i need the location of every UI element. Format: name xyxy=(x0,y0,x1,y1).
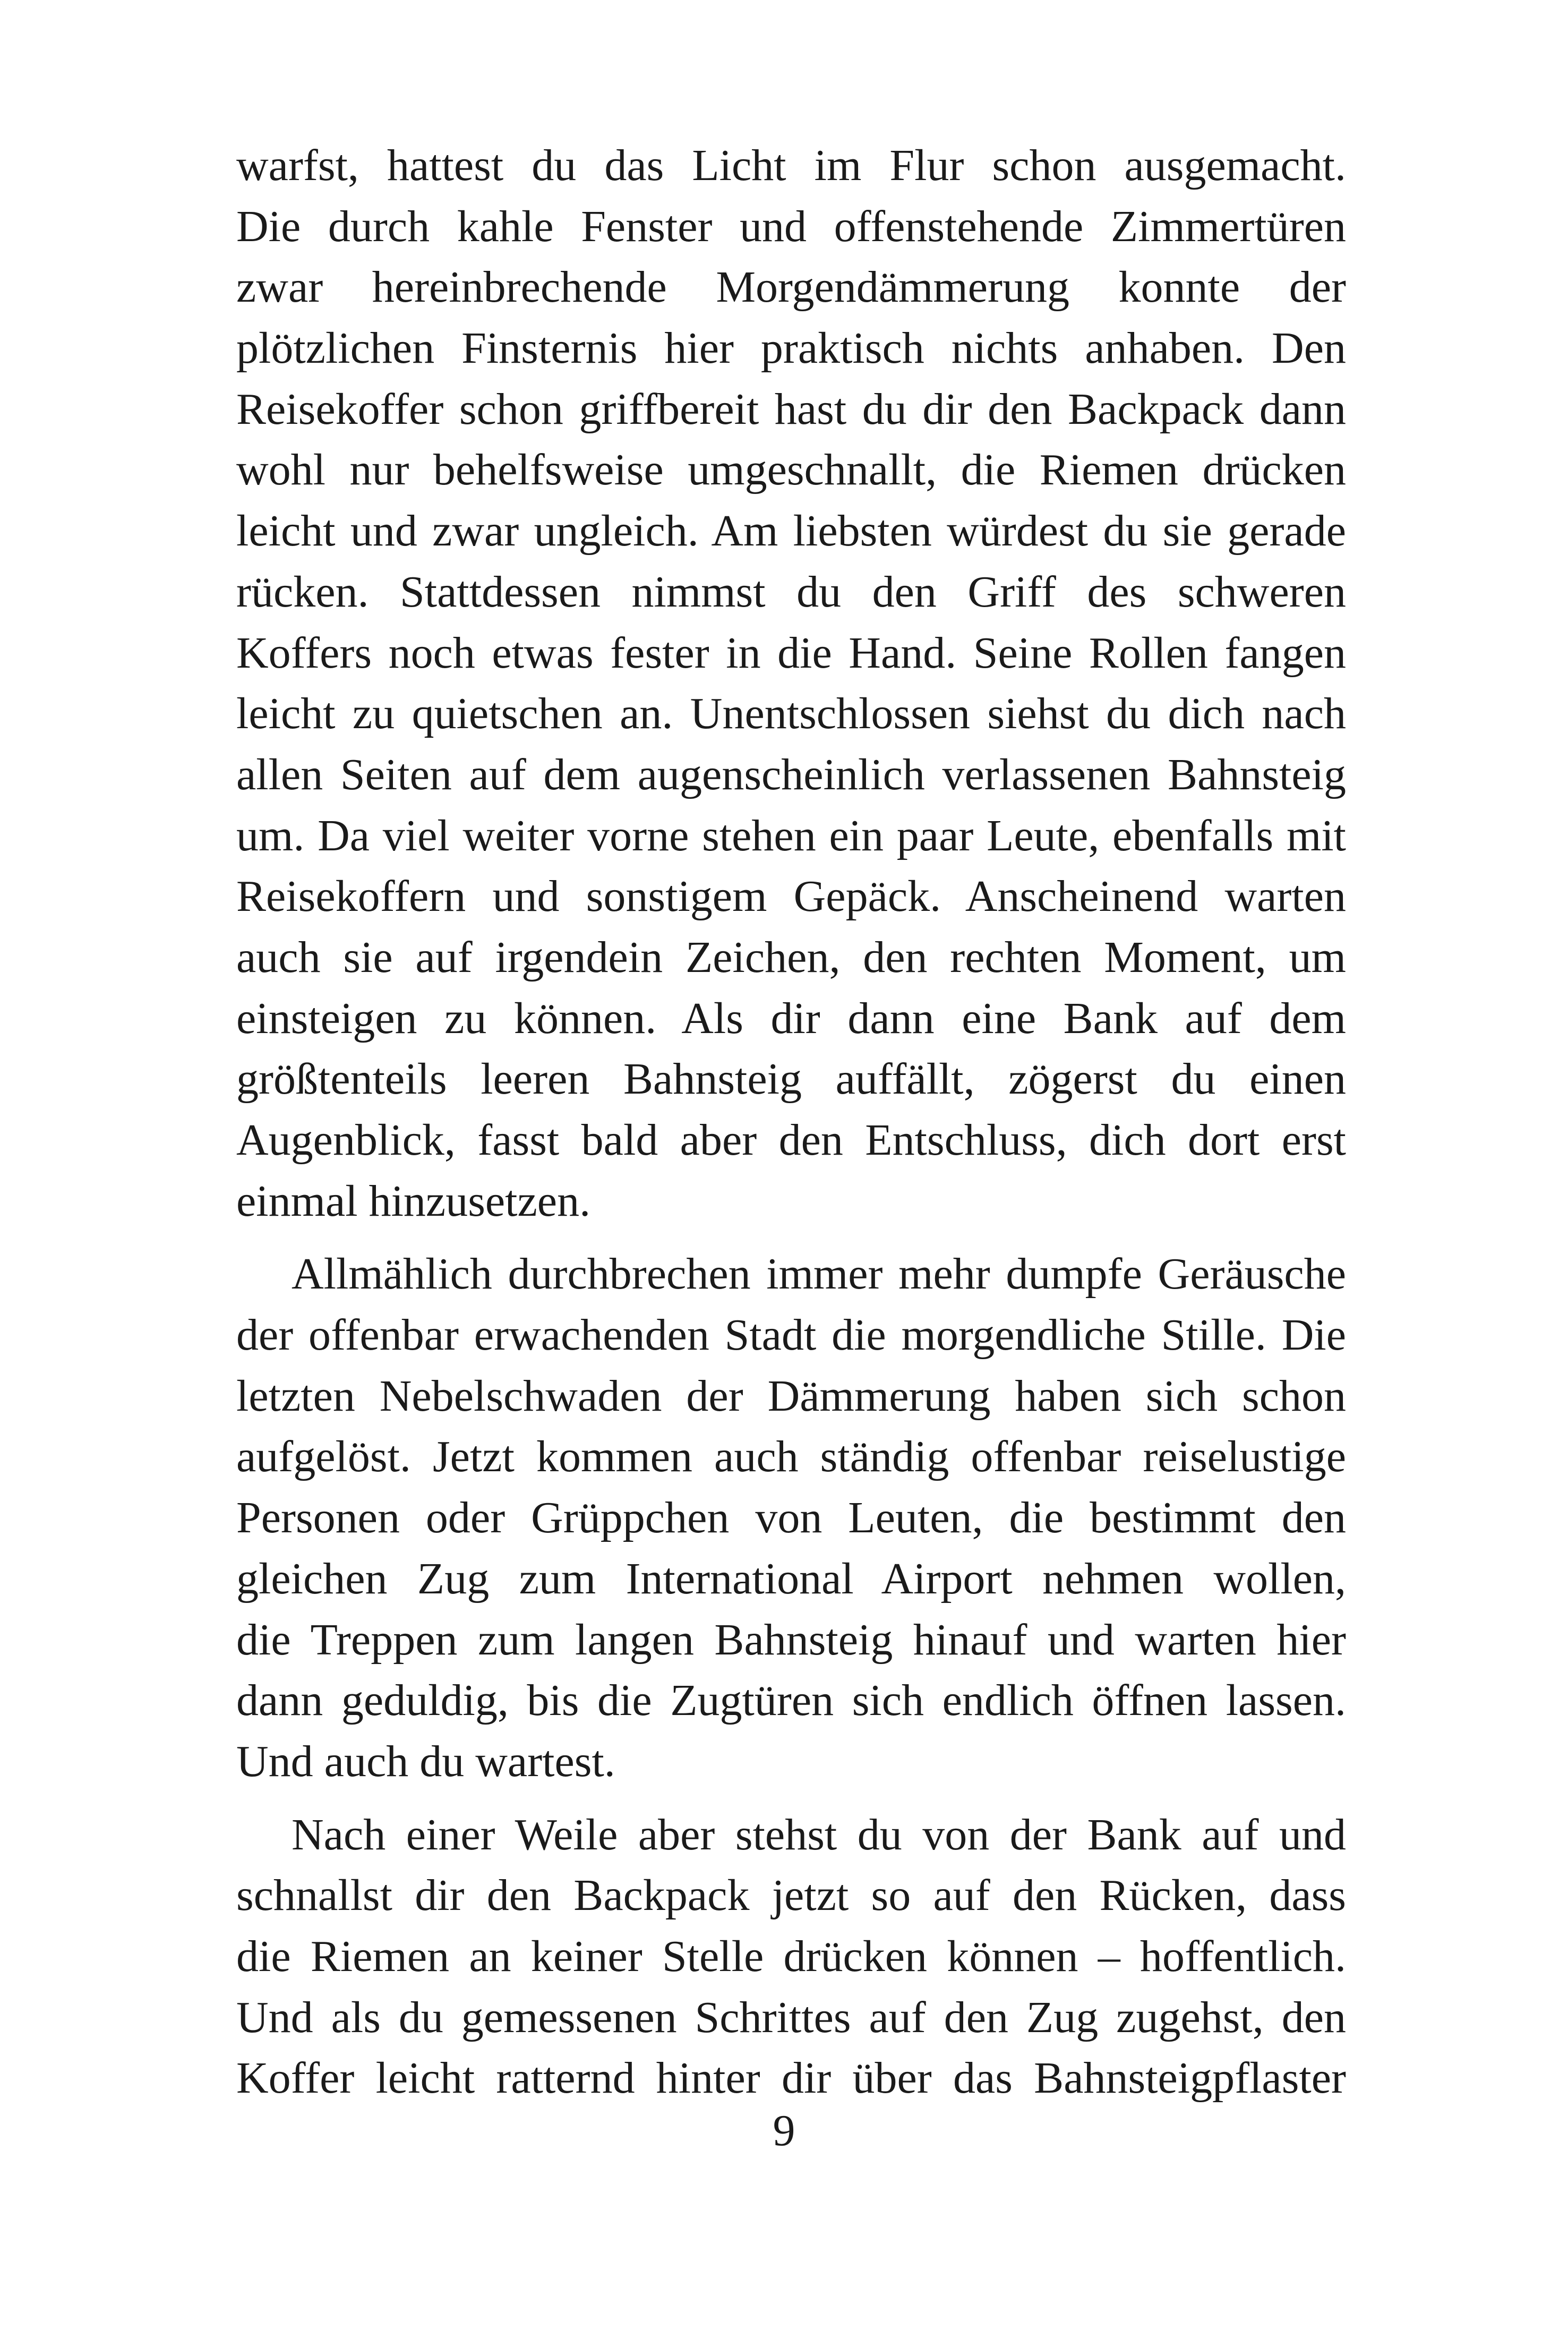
text-line: um. Da viel weiter vorne stehen ein paar Leute, ebenfalls mit xyxy=(236,811,1346,860)
text-line: plötzlichen Finsternis hier praktisch nichts anhaben. Den xyxy=(236,323,1346,373)
paragraph-1 xyxy=(236,135,1346,1232)
text-line: Nach einer Weile aber stehst du von der Bank auf und xyxy=(292,1810,1346,1859)
text-line: leicht und zwar ungleich. Am liebsten würdest du sie gerade xyxy=(236,506,1346,556)
text-line: leicht zu quietschen an. Unentschlossen siehst du dich nach xyxy=(236,689,1346,739)
text-line: zwar hereinbrechende Morgendämmerung konnte der xyxy=(236,262,1346,312)
text-line: Reisekoffern und sonstigem Gepäck. Anscheinend warten xyxy=(236,872,1346,922)
text-line: Allmählich durchbrechen immer mehr dumpfe Geräusche xyxy=(292,1249,1346,1299)
text-line: aufgelöst. Jetzt kommen auch ständig offenbar reiselustige xyxy=(236,1432,1346,1482)
text-line: Und als du gemessenen Schrittes auf den Zug zugehst, den xyxy=(236,1992,1346,2042)
text-line: auch sie auf irgendein Zeichen, den rechten Moment, um xyxy=(236,932,1346,982)
text-line: Augenblick, fasst bald aber den Entschluss, dich dort erst xyxy=(236,1115,1346,1165)
text-line: die Treppen zum langen Bahnsteig hinauf und warten hier xyxy=(236,1615,1346,1665)
paragraph-2 xyxy=(236,1244,1346,1792)
text-line: Die durch kahle Fenster und offenstehende Zimmertüren xyxy=(236,201,1346,251)
text-line: rücken. Stattdessen nimmst du den Griff des schweren xyxy=(236,567,1346,617)
text-line: Koffers noch etwas fester in die Hand. Seine Rollen fangen xyxy=(236,628,1346,678)
text-line: gleichen Zug zum International Airport nehmen wollen, xyxy=(236,1554,1346,1603)
text-line: Und auch du wartest. xyxy=(236,1736,615,1786)
text-line: allen Seiten auf dem augenscheinlich verlassenen Bahnsteig xyxy=(236,749,1346,799)
text-line: wohl nur behelfsweise umgeschnallt, die Riemen drücken xyxy=(236,445,1346,495)
text-line: dann geduldig, bis die Zugtüren sich endlich öffnen lassen. xyxy=(236,1676,1346,1726)
text-line: letzten Nebelschwaden der Dämmerung haben sich schon xyxy=(236,1371,1346,1421)
text-line: größtenteils leeren Bahnsteig auffällt, zögerst du einen xyxy=(236,1054,1346,1104)
text-line: einsteigen zu können. Als dir dann eine Bank auf dem xyxy=(236,993,1346,1043)
body-text xyxy=(236,135,1346,2109)
page-number: 9 xyxy=(773,2106,795,2155)
text-line: warfst, hattest du das Licht im Flur schon ausgemacht. xyxy=(236,141,1346,190)
paragraph-3 xyxy=(236,1805,1346,2109)
text-line: der offenbar erwachenden Stadt die morgendliche Stille. Die xyxy=(236,1310,1346,1360)
text-line: Koffer leicht ratternd hinter dir über das Bahnsteigpflaster xyxy=(236,2053,1346,2103)
text-line: einmal hinzusetzen. xyxy=(236,1176,591,1226)
text-line: schnallst dir den Backpack jetzt so auf den Rücken, dass xyxy=(236,1871,1346,1921)
text-line: Personen oder Grüppchen von Leuten, die bestimmt den xyxy=(236,1493,1346,1543)
text-line: Reisekoffer schon griffbereit hast du dir den Backpack dann xyxy=(236,384,1346,434)
text-line: die Riemen an keiner Stelle drücken können – hoffentlich. xyxy=(236,1931,1346,1981)
